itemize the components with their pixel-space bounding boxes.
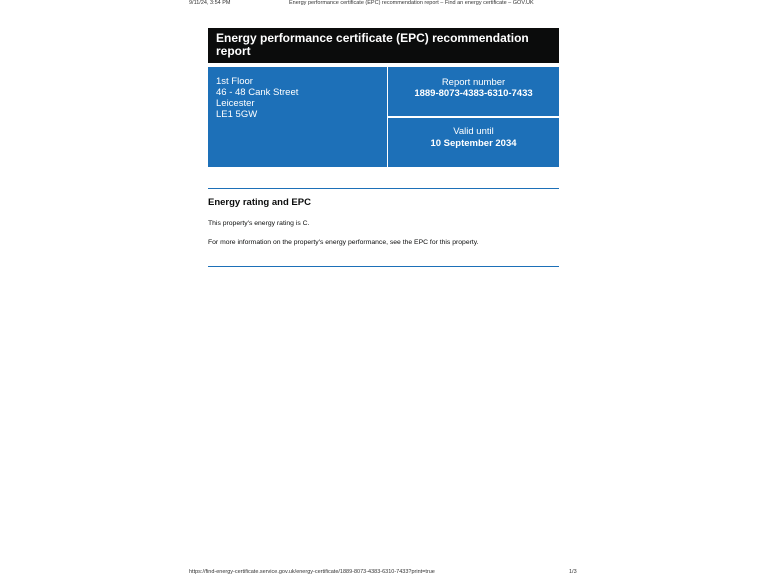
address-line-3: Leicester: [216, 98, 255, 109]
valid-until-box: [388, 118, 559, 167]
page-title: Energy performance certificate (EPC) recommendation report: [208, 28, 559, 63]
address-line-2: 46 - 48 Cank Street: [216, 87, 299, 98]
address-line-1: 1st Floor: [216, 76, 253, 87]
report-number-value: 1889-8073-4383-6310-7433: [414, 88, 533, 99]
property-address: [208, 67, 387, 167]
section-divider-bottom: [208, 266, 559, 267]
print-url: https://find-energy-certificate.service.gov.uk/energy-certificate/1889-8073-4383-6310-7433?print=true: [189, 569, 435, 575]
report-number-label: Report number: [441, 77, 506, 88]
section-divider-top: [208, 188, 559, 189]
epc-info-text: For more information on the property's energy performance, see the EPC for this property.: [208, 239, 479, 246]
page-number: 1/3: [569, 569, 577, 575]
valid-until-label: Valid until: [453, 126, 494, 137]
print-document-title: Energy performance certificate (EPC) recommendation report – Find an energy certificate – GOV.UK: [289, 0, 534, 6]
report-number-box: [388, 67, 559, 116]
energy-rating-heading: Energy rating and EPC: [208, 197, 311, 208]
print-date: 9/11/24, 3:54 PM: [189, 0, 231, 6]
energy-rating-text: This property's energy rating is C.: [208, 220, 310, 227]
valid-until-date: 10 September 2034: [430, 138, 517, 149]
print-header: [0, 0, 768, 10]
address-line-4: LE1 5GW: [216, 109, 258, 120]
